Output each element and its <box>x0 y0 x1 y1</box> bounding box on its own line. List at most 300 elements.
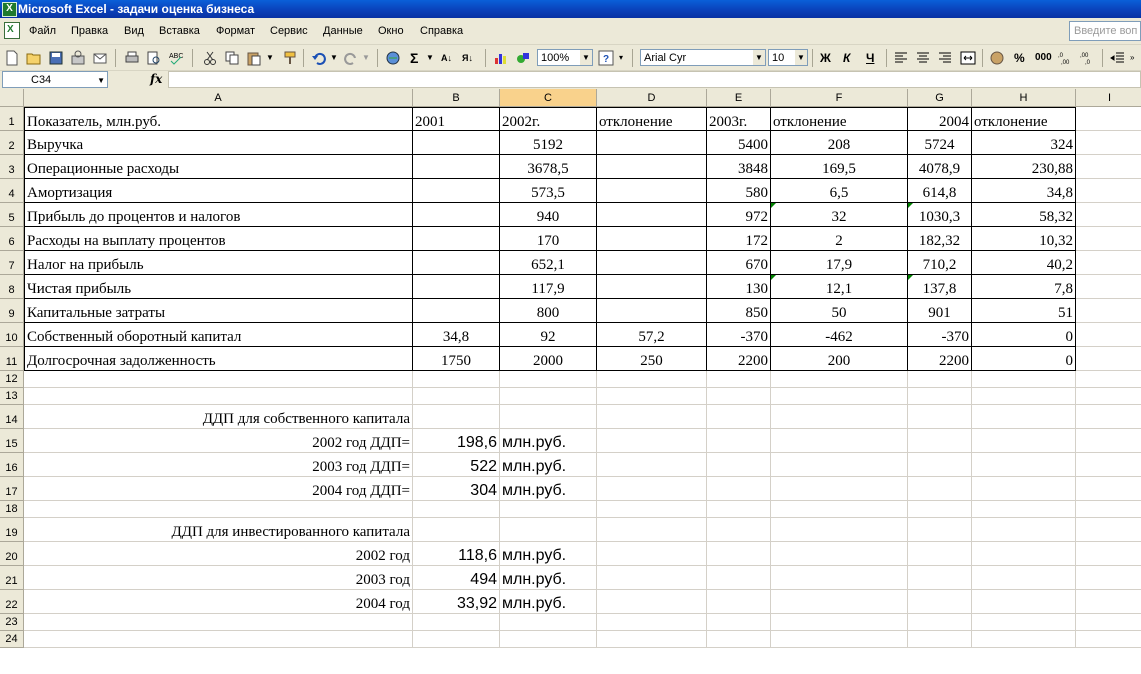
empty-cell[interactable] <box>597 542 707 566</box>
error-indicator-icon[interactable] <box>908 275 913 280</box>
email-icon[interactable] <box>92 50 108 66</box>
thousands-separator-button[interactable]: 000 <box>1035 52 1052 63</box>
table-cell[interactable]: 5192 <box>500 131 597 155</box>
table-row-label[interactable]: Долгосрочная задолженность <box>24 347 413 371</box>
empty-cell[interactable] <box>707 518 771 542</box>
empty-cell[interactable] <box>1076 631 1141 648</box>
row-header-18[interactable]: 18 <box>0 501 24 518</box>
empty-cell[interactable] <box>1076 371 1141 388</box>
empty-cell[interactable] <box>413 405 500 429</box>
empty-cell[interactable] <box>1076 275 1141 299</box>
empty-cell[interactable] <box>1076 477 1141 501</box>
empty-cell[interactable] <box>24 614 413 631</box>
equity-year-label[interactable]: 2002 год ДДП= <box>24 429 413 453</box>
menu-view[interactable]: Вид <box>124 25 144 37</box>
table-cell[interactable] <box>597 275 707 299</box>
invested-unit[interactable]: млн.руб. <box>500 590 597 614</box>
print-icon[interactable] <box>124 50 140 66</box>
empty-cell[interactable] <box>771 477 908 501</box>
empty-cell[interactable] <box>908 453 972 477</box>
row-header-16[interactable]: 16 <box>0 453 24 477</box>
column-header-h[interactable]: H <box>972 89 1076 107</box>
menu-data[interactable]: Данные <box>323 25 363 37</box>
empty-cell[interactable] <box>972 631 1076 648</box>
table-header-cell[interactable]: 2002г. <box>500 107 597 131</box>
table-cell[interactable] <box>597 155 707 179</box>
menu-format[interactable]: Формат <box>216 25 256 37</box>
table-cell[interactable]: 32 <box>771 203 908 227</box>
table-cell[interactable]: 2000 <box>500 347 597 371</box>
row-header-13[interactable]: 13 <box>0 388 24 405</box>
empty-cell[interactable] <box>972 542 1076 566</box>
empty-cell[interactable] <box>908 614 972 631</box>
empty-cell[interactable] <box>707 371 771 388</box>
empty-cell[interactable] <box>972 429 1076 453</box>
table-cell[interactable]: 972 <box>707 203 771 227</box>
row-header-10[interactable]: 10 <box>0 323 24 347</box>
table-row-label[interactable]: Операционные расходы <box>24 155 413 179</box>
empty-cell[interactable] <box>597 590 707 614</box>
zoom-select[interactable] <box>537 49 593 66</box>
table-cell[interactable] <box>413 131 500 155</box>
empty-cell[interactable] <box>1076 179 1141 203</box>
new-icon[interactable] <box>4 50 20 66</box>
empty-cell[interactable] <box>908 477 972 501</box>
empty-cell[interactable] <box>707 631 771 648</box>
empty-cell[interactable] <box>908 566 972 590</box>
empty-cell[interactable] <box>707 501 771 518</box>
table-cell[interactable]: -462 <box>771 323 908 347</box>
empty-cell[interactable] <box>1076 590 1141 614</box>
empty-cell[interactable] <box>972 371 1076 388</box>
empty-cell[interactable] <box>500 371 597 388</box>
menu-file[interactable]: Файл <box>29 25 57 37</box>
column-header-i[interactable]: I <box>1076 89 1141 107</box>
empty-cell[interactable] <box>972 405 1076 429</box>
empty-cell[interactable] <box>771 518 908 542</box>
italic-button[interactable]: К <box>843 51 851 65</box>
paste-dropdown-icon[interactable]: ▼ <box>266 53 274 62</box>
empty-cell[interactable] <box>24 501 413 518</box>
row-header-24[interactable]: 24 <box>0 631 24 648</box>
table-row-label[interactable]: Налог на прибыль <box>24 251 413 275</box>
empty-cell[interactable] <box>597 477 707 501</box>
table-row-label[interactable]: Собственный оборотный капитал <box>24 323 413 347</box>
row-header-4[interactable]: 4 <box>0 179 24 203</box>
row-header-6[interactable]: 6 <box>0 227 24 251</box>
row-header-2[interactable]: 2 <box>0 131 24 155</box>
empty-cell[interactable] <box>972 590 1076 614</box>
row-header-7[interactable]: 7 <box>0 251 24 275</box>
table-cell[interactable] <box>413 299 500 323</box>
copy-icon[interactable] <box>224 50 240 66</box>
empty-cell[interactable] <box>1076 347 1141 371</box>
empty-cell[interactable] <box>500 388 597 405</box>
row-header-20[interactable]: 20 <box>0 542 24 566</box>
empty-cell[interactable] <box>1076 251 1141 275</box>
table-cell[interactable]: 50 <box>771 299 908 323</box>
table-cell[interactable]: 5724 <box>908 131 972 155</box>
error-indicator-icon[interactable] <box>771 203 776 208</box>
empty-cell[interactable] <box>707 614 771 631</box>
empty-cell[interactable] <box>24 371 413 388</box>
table-cell[interactable]: 670 <box>707 251 771 275</box>
table-cell[interactable] <box>413 155 500 179</box>
empty-cell[interactable] <box>707 429 771 453</box>
column-header-g[interactable]: G <box>908 89 972 107</box>
equity-ddp-value[interactable]: 304 <box>413 477 500 501</box>
table-cell[interactable]: 7,8 <box>972 275 1076 299</box>
table-cell[interactable] <box>597 131 707 155</box>
table-cell[interactable]: 0 <box>972 323 1076 347</box>
equity-unit[interactable]: млн.руб. <box>500 453 597 477</box>
table-cell[interactable]: 324 <box>972 131 1076 155</box>
table-cell[interactable]: 710,2 <box>908 251 972 275</box>
empty-cell[interactable] <box>1076 614 1141 631</box>
empty-cell[interactable] <box>597 453 707 477</box>
empty-cell[interactable] <box>707 477 771 501</box>
empty-cell[interactable] <box>908 501 972 518</box>
empty-cell[interactable] <box>707 453 771 477</box>
invested-ddp-value[interactable]: 494 <box>413 566 500 590</box>
empty-cell[interactable] <box>1076 227 1141 251</box>
empty-cell[interactable] <box>1076 453 1141 477</box>
table-cell[interactable]: 12,1 <box>771 275 908 299</box>
column-header-e[interactable]: E <box>707 89 771 107</box>
empty-cell[interactable] <box>597 501 707 518</box>
empty-cell[interactable] <box>1076 542 1141 566</box>
empty-cell[interactable] <box>413 388 500 405</box>
empty-cell[interactable] <box>707 388 771 405</box>
table-header-cell[interactable]: отклонение <box>972 107 1076 131</box>
permission-icon[interactable] <box>70 50 86 66</box>
table-cell[interactable]: 250 <box>597 347 707 371</box>
help-icon[interactable] <box>598 50 614 66</box>
empty-cell[interactable] <box>500 518 597 542</box>
row-header-23[interactable]: 23 <box>0 614 24 631</box>
empty-cell[interactable] <box>413 501 500 518</box>
table-row-label[interactable]: Выручка <box>24 131 413 155</box>
empty-cell[interactable] <box>597 388 707 405</box>
empty-cell[interactable] <box>707 590 771 614</box>
empty-cell[interactable] <box>1076 405 1141 429</box>
table-cell[interactable]: 5400 <box>707 131 771 155</box>
empty-cell[interactable] <box>908 405 972 429</box>
table-cell[interactable]: 1750 <box>413 347 500 371</box>
toolbar-more-icon[interactable]: » <box>1130 53 1135 62</box>
table-row-label[interactable]: Чистая прибыль <box>24 275 413 299</box>
empty-cell[interactable] <box>597 429 707 453</box>
invested-ddp-value[interactable]: 33,92 <box>413 590 500 614</box>
table-cell[interactable]: 40,2 <box>972 251 1076 275</box>
align-left-icon[interactable] <box>893 50 909 66</box>
merge-center-icon[interactable] <box>960 50 976 66</box>
empty-cell[interactable] <box>908 388 972 405</box>
equity-section-title[interactable]: ДДП для собственного капитала <box>24 405 413 429</box>
invested-section-title[interactable]: ДДП для инвестированного капитала <box>24 518 413 542</box>
currency-icon[interactable] <box>989 50 1005 66</box>
invested-year-label[interactable]: 2004 год <box>24 590 413 614</box>
row-header-21[interactable]: 21 <box>0 566 24 590</box>
decrease-decimal-icon[interactable] <box>1080 50 1096 66</box>
empty-cell[interactable] <box>707 566 771 590</box>
error-indicator-icon[interactable] <box>771 275 776 280</box>
table-cell[interactable] <box>597 227 707 251</box>
menu-window[interactable]: Окно <box>378 25 404 37</box>
empty-cell[interactable] <box>413 631 500 648</box>
table-cell[interactable]: 169,5 <box>771 155 908 179</box>
table-cell[interactable]: 4078,9 <box>908 155 972 179</box>
empty-cell[interactable] <box>771 453 908 477</box>
table-cell[interactable] <box>413 227 500 251</box>
help-question-input[interactable]: Введите воп <box>1069 21 1141 41</box>
print-preview-icon[interactable] <box>146 50 162 66</box>
empty-cell[interactable] <box>1076 518 1141 542</box>
table-row-label[interactable]: Прибыль до процентов и налогов <box>24 203 413 227</box>
table-cell[interactable] <box>597 251 707 275</box>
table-row-label[interactable]: Капитальные затраты <box>24 299 413 323</box>
table-cell[interactable]: 1030,3 <box>908 203 972 227</box>
percent-button[interactable]: % <box>1014 51 1025 65</box>
row-header-19[interactable]: 19 <box>0 518 24 542</box>
font-size-select[interactable] <box>768 49 808 66</box>
empty-cell[interactable] <box>597 405 707 429</box>
empty-cell[interactable] <box>771 429 908 453</box>
table-cell[interactable] <box>597 179 707 203</box>
row-header-5[interactable]: 5 <box>0 203 24 227</box>
menu-edit[interactable]: Правка <box>71 25 109 37</box>
column-header-c[interactable]: C <box>500 89 597 107</box>
empty-cell[interactable] <box>500 631 597 648</box>
empty-cell[interactable] <box>972 518 1076 542</box>
empty-cell[interactable] <box>1076 323 1141 347</box>
empty-cell[interactable] <box>500 501 597 518</box>
equity-ddp-value[interactable]: 198,6 <box>413 429 500 453</box>
empty-cell[interactable] <box>500 614 597 631</box>
table-cell[interactable] <box>413 251 500 275</box>
hyperlink-icon[interactable] <box>385 50 401 66</box>
empty-cell[interactable] <box>771 371 908 388</box>
table-cell[interactable]: 3848 <box>707 155 771 179</box>
toolbar-options-icon[interactable]: ▾ <box>619 53 624 62</box>
table-cell[interactable]: 2 <box>771 227 908 251</box>
drawing-icon[interactable] <box>515 50 531 66</box>
column-header-a[interactable]: A <box>24 89 413 107</box>
table-cell[interactable]: 34,8 <box>972 179 1076 203</box>
empty-cell[interactable] <box>972 453 1076 477</box>
table-cell[interactable] <box>413 275 500 299</box>
empty-cell[interactable] <box>1076 131 1141 155</box>
error-indicator-icon[interactable] <box>908 203 913 208</box>
table-cell[interactable]: 580 <box>707 179 771 203</box>
save-icon[interactable] <box>48 50 64 66</box>
equity-year-label[interactable]: 2003 год ДДП= <box>24 453 413 477</box>
undo-icon[interactable] <box>311 50 327 66</box>
decrease-indent-icon[interactable] <box>1110 50 1126 66</box>
empty-cell[interactable] <box>771 388 908 405</box>
column-header-f[interactable]: F <box>771 89 908 107</box>
menu-insert[interactable]: Вставка <box>159 25 200 37</box>
table-row-label[interactable]: Амортизация <box>24 179 413 203</box>
column-header-d[interactable]: D <box>597 89 707 107</box>
row-header-15[interactable]: 15 <box>0 429 24 453</box>
empty-cell[interactable] <box>771 590 908 614</box>
table-cell[interactable] <box>597 299 707 323</box>
invested-year-label[interactable]: 2002 год <box>24 542 413 566</box>
table-cell[interactable]: 208 <box>771 131 908 155</box>
empty-cell[interactable] <box>972 614 1076 631</box>
empty-cell[interactable] <box>972 566 1076 590</box>
table-header-cell[interactable]: 2004 <box>908 107 972 131</box>
autosum-dropdown-icon[interactable]: ▼ <box>426 53 434 62</box>
row-header-12[interactable]: 12 <box>0 371 24 388</box>
empty-cell[interactable] <box>500 405 597 429</box>
table-cell[interactable]: 3678,5 <box>500 155 597 179</box>
equity-year-label[interactable]: 2004 год ДДП= <box>24 477 413 501</box>
invested-unit[interactable]: млн.руб. <box>500 566 597 590</box>
table-cell[interactable]: 230,88 <box>972 155 1076 179</box>
empty-cell[interactable] <box>908 542 972 566</box>
equity-ddp-value[interactable]: 522 <box>413 453 500 477</box>
empty-cell[interactable] <box>908 371 972 388</box>
row-header-3[interactable]: 3 <box>0 155 24 179</box>
font-name-select[interactable] <box>640 49 766 66</box>
table-cell[interactable] <box>413 203 500 227</box>
empty-cell[interactable] <box>413 518 500 542</box>
table-cell[interactable]: 34,8 <box>413 323 500 347</box>
workbook-icon[interactable] <box>4 22 20 39</box>
table-cell[interactable]: 573,5 <box>500 179 597 203</box>
undo-dropdown-icon[interactable]: ▼ <box>330 53 338 62</box>
empty-cell[interactable] <box>1076 299 1141 323</box>
sort-descending-icon[interactable]: Я↓ <box>462 53 473 63</box>
formula-input[interactable] <box>168 71 1141 88</box>
empty-cell[interactable] <box>1076 566 1141 590</box>
equity-unit[interactable]: млн.руб. <box>500 477 597 501</box>
format-painter-icon[interactable] <box>282 50 298 66</box>
table-row-label[interactable]: Расходы на выплату процентов <box>24 227 413 251</box>
empty-cell[interactable] <box>771 566 908 590</box>
empty-cell[interactable] <box>771 501 908 518</box>
name-box[interactable] <box>2 71 108 88</box>
empty-cell[interactable] <box>972 477 1076 501</box>
empty-cell[interactable] <box>908 429 972 453</box>
invested-unit[interactable]: млн.руб. <box>500 542 597 566</box>
table-cell[interactable]: 2200 <box>908 347 972 371</box>
select-all-corner[interactable] <box>0 89 24 107</box>
table-cell[interactable]: 2200 <box>707 347 771 371</box>
bold-button[interactable]: Ж <box>820 51 831 65</box>
align-right-icon[interactable] <box>937 50 953 66</box>
empty-cell[interactable] <box>972 388 1076 405</box>
empty-cell[interactable] <box>1076 501 1141 518</box>
table-cell[interactable]: 200 <box>771 347 908 371</box>
table-cell[interactable]: 130 <box>707 275 771 299</box>
chart-wizard-icon[interactable] <box>493 50 509 66</box>
table-cell[interactable]: 614,8 <box>908 179 972 203</box>
empty-cell[interactable] <box>771 631 908 648</box>
table-cell[interactable]: 170 <box>500 227 597 251</box>
cut-icon[interactable] <box>202 50 218 66</box>
empty-cell[interactable] <box>413 614 500 631</box>
underline-button[interactable]: Ч <box>866 51 875 65</box>
empty-cell[interactable] <box>597 631 707 648</box>
table-cell[interactable]: 6,5 <box>771 179 908 203</box>
column-header-b[interactable]: B <box>413 89 500 107</box>
empty-cell[interactable] <box>771 614 908 631</box>
empty-cell[interactable] <box>597 371 707 388</box>
table-header-cell[interactable]: отклонение <box>771 107 908 131</box>
empty-cell[interactable] <box>908 631 972 648</box>
table-cell[interactable]: 17,9 <box>771 251 908 275</box>
table-cell[interactable]: 92 <box>500 323 597 347</box>
row-header-17[interactable]: 17 <box>0 477 24 501</box>
row-header-14[interactable]: 14 <box>0 405 24 429</box>
insert-function-icon[interactable]: fx <box>150 72 163 86</box>
table-cell[interactable]: 58,32 <box>972 203 1076 227</box>
table-cell[interactable]: 172 <box>707 227 771 251</box>
sort-ascending-icon[interactable]: A↓ <box>441 53 452 63</box>
table-cell[interactable]: 652,1 <box>500 251 597 275</box>
table-cell[interactable] <box>413 179 500 203</box>
empty-cell[interactable] <box>1076 388 1141 405</box>
empty-cell[interactable] <box>597 614 707 631</box>
increase-decimal-icon[interactable] <box>1058 50 1074 66</box>
table-cell[interactable]: 10,32 <box>972 227 1076 251</box>
spelling-icon[interactable] <box>168 50 184 66</box>
row-header-9[interactable]: 9 <box>0 299 24 323</box>
empty-cell[interactable] <box>1076 429 1141 453</box>
menu-tools[interactable]: Сервис <box>270 25 308 37</box>
autosum-icon[interactable]: Σ <box>410 50 419 66</box>
table-header-cell[interactable]: Показатель, млн.руб. <box>24 107 413 131</box>
row-header-1[interactable]: 1 <box>0 107 24 131</box>
empty-cell[interactable] <box>1076 107 1141 131</box>
empty-cell[interactable] <box>24 631 413 648</box>
invested-ddp-value[interactable]: 118,6 <box>413 542 500 566</box>
redo-dropdown-icon[interactable]: ▼ <box>362 53 370 62</box>
empty-cell[interactable] <box>1076 155 1141 179</box>
table-cell[interactable]: 800 <box>500 299 597 323</box>
paste-icon[interactable] <box>246 50 262 66</box>
empty-cell[interactable] <box>771 542 908 566</box>
redo-icon[interactable] <box>343 50 359 66</box>
table-cell[interactable]: 182,32 <box>908 227 972 251</box>
table-cell[interactable]: 940 <box>500 203 597 227</box>
invested-year-label[interactable]: 2003 год <box>24 566 413 590</box>
table-cell[interactable]: -370 <box>908 323 972 347</box>
row-header-8[interactable]: 8 <box>0 275 24 299</box>
empty-cell[interactable] <box>1076 203 1141 227</box>
table-cell[interactable]: 0 <box>972 347 1076 371</box>
table-cell[interactable]: 850 <box>707 299 771 323</box>
table-cell[interactable]: -370 <box>707 323 771 347</box>
table-cell[interactable]: 117,9 <box>500 275 597 299</box>
empty-cell[interactable] <box>597 566 707 590</box>
empty-cell[interactable] <box>707 405 771 429</box>
empty-cell[interactable] <box>413 371 500 388</box>
empty-cell[interactable] <box>972 501 1076 518</box>
table-cell[interactable]: 57,2 <box>597 323 707 347</box>
empty-cell[interactable] <box>908 518 972 542</box>
empty-cell[interactable] <box>707 542 771 566</box>
open-icon[interactable] <box>26 50 42 66</box>
equity-unit[interactable]: млн.руб. <box>500 429 597 453</box>
table-cell[interactable]: 901 <box>908 299 972 323</box>
align-center-icon[interactable] <box>915 50 931 66</box>
table-header-cell[interactable]: отклонение <box>597 107 707 131</box>
empty-cell[interactable] <box>24 388 413 405</box>
